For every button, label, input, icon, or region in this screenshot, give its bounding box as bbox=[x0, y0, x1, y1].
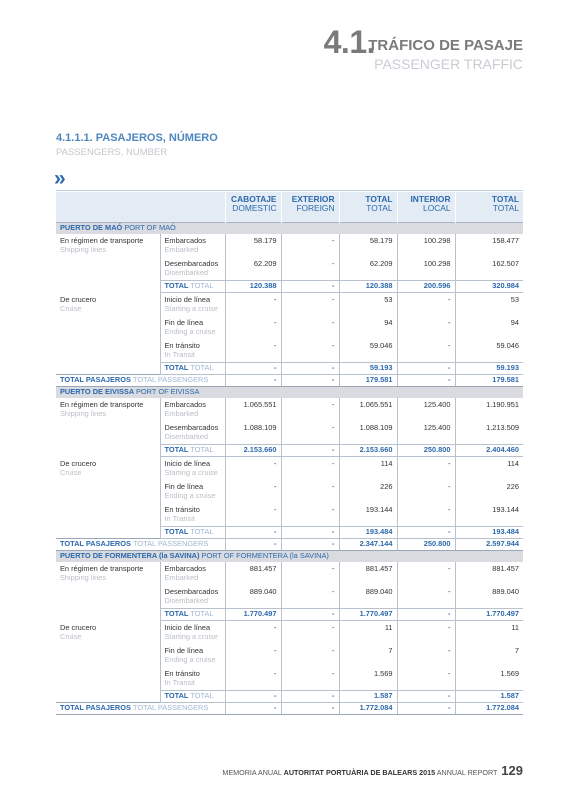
value-cell: 179.581 bbox=[455, 375, 523, 387]
column-header bbox=[455, 192, 523, 223]
value-cell: 59.046 bbox=[339, 339, 397, 363]
value-cell: - bbox=[397, 527, 455, 539]
row-label-en: Embarked bbox=[164, 573, 199, 582]
value-cell: 11 bbox=[339, 621, 397, 645]
row-label bbox=[160, 503, 225, 527]
subtotal-label-en: TOTAL bbox=[190, 609, 214, 618]
group-label bbox=[56, 457, 160, 539]
port-name bbox=[56, 551, 523, 563]
row-label-en: Embarked bbox=[164, 409, 199, 418]
group-label-es: En régimen de transporte bbox=[60, 564, 144, 573]
value-cell: 58.179 bbox=[225, 234, 281, 257]
value-cell: 2.597.944 bbox=[455, 539, 523, 551]
subtotal-label-es: TOTAL bbox=[164, 445, 189, 454]
value-cell: - bbox=[397, 363, 455, 375]
port-header-row bbox=[56, 551, 523, 563]
value-cell: 125.400 bbox=[397, 421, 455, 445]
table-row bbox=[56, 293, 523, 317]
value-cell: 158.477 bbox=[455, 234, 523, 257]
value-cell: - bbox=[397, 667, 455, 691]
value-cell: - bbox=[397, 691, 455, 703]
value-cell: - bbox=[281, 293, 339, 317]
value-cell: - bbox=[281, 621, 339, 645]
value-cell: 881.457 bbox=[455, 562, 523, 585]
value-cell: - bbox=[281, 691, 339, 703]
port-total-label-en: TOTAL PASSENGERS bbox=[132, 539, 209, 548]
value-cell: - bbox=[397, 457, 455, 481]
row-label-en: In Transit bbox=[164, 678, 195, 687]
value-cell: 2.347.144 bbox=[339, 539, 397, 551]
value-cell: 7 bbox=[455, 644, 523, 667]
row-label-es: Inicio de línea bbox=[164, 459, 211, 468]
subtotal-label-en: TOTAL bbox=[190, 445, 214, 454]
value-cell: - bbox=[397, 644, 455, 667]
column-header-en: FOREIGN bbox=[296, 203, 335, 213]
port-name-en: PORT OF FORMENTERA (la SAVINA) bbox=[201, 551, 329, 560]
row-label bbox=[160, 293, 225, 317]
value-cell: 889.040 bbox=[455, 585, 523, 609]
group-label-en: Shipping lines bbox=[60, 245, 107, 254]
subtotal-label bbox=[160, 281, 225, 293]
value-cell: 320.984 bbox=[455, 281, 523, 293]
value-cell: 889.040 bbox=[339, 585, 397, 609]
value-cell: 881.457 bbox=[225, 562, 281, 585]
value-cell: 1.088.109 bbox=[225, 421, 281, 445]
value-cell: - bbox=[225, 363, 281, 375]
column-header-blank bbox=[56, 192, 225, 223]
port-name bbox=[56, 387, 523, 399]
value-cell: 193.144 bbox=[339, 503, 397, 527]
group-label-es: De crucero bbox=[60, 458, 97, 468]
value-cell: - bbox=[225, 703, 281, 715]
value-cell: - bbox=[281, 457, 339, 481]
value-cell: 2.153.660 bbox=[339, 445, 397, 457]
value-cell: - bbox=[225, 339, 281, 363]
column-header-es: INTERIOR bbox=[410, 194, 451, 204]
value-cell: - bbox=[225, 457, 281, 481]
footer-prefix: MEMORIA ANUAL bbox=[222, 768, 282, 777]
value-cell: - bbox=[281, 398, 339, 421]
row-label-es: Desembarcados bbox=[164, 423, 219, 432]
row-label-en: Starting a cruise bbox=[164, 632, 218, 641]
row-label bbox=[160, 339, 225, 363]
value-cell: 1.569 bbox=[455, 667, 523, 691]
column-header-en: DOMESTIC bbox=[232, 203, 277, 213]
value-cell: - bbox=[281, 316, 339, 339]
port-total-label-es: TOTAL PASAJEROS bbox=[60, 703, 131, 712]
chapter-number: 4.1. bbox=[323, 24, 375, 60]
value-cell: 94 bbox=[339, 316, 397, 339]
value-cell: - bbox=[397, 562, 455, 585]
subtotal-label bbox=[160, 445, 225, 457]
row-label-es: Embarcados bbox=[164, 564, 206, 573]
value-cell: 11 bbox=[455, 621, 523, 645]
row-label-es: Desembarcados bbox=[164, 259, 219, 268]
value-cell: 58.179 bbox=[339, 234, 397, 257]
port-total-row bbox=[56, 703, 523, 715]
value-cell: 120.388 bbox=[339, 281, 397, 293]
value-cell: 2.153.660 bbox=[225, 445, 281, 457]
value-cell: - bbox=[225, 539, 281, 551]
group-label-es: De crucero bbox=[60, 622, 97, 632]
value-cell: 94 bbox=[455, 316, 523, 339]
value-cell: 53 bbox=[339, 293, 397, 317]
subtotal-label-en: TOTAL bbox=[190, 363, 214, 372]
value-cell: 226 bbox=[455, 480, 523, 503]
value-cell: - bbox=[225, 667, 281, 691]
value-cell: - bbox=[397, 293, 455, 317]
row-label-es: En tránsito bbox=[164, 669, 200, 678]
row-label-en: Ending a cruise bbox=[164, 327, 216, 336]
value-cell: 889.040 bbox=[225, 585, 281, 609]
row-label bbox=[160, 257, 225, 281]
value-cell: 250.800 bbox=[397, 445, 455, 457]
value-cell: 100.298 bbox=[397, 257, 455, 281]
value-cell: 1.065.551 bbox=[339, 398, 397, 421]
group-label bbox=[56, 562, 160, 621]
row-label-es: Desembarcados bbox=[164, 587, 219, 596]
value-cell: 7 bbox=[339, 644, 397, 667]
value-cell: - bbox=[225, 480, 281, 503]
value-cell: - bbox=[281, 539, 339, 551]
column-header-en: TOTAL bbox=[366, 203, 393, 213]
group-label-en: Shipping lines bbox=[60, 409, 107, 418]
group-label bbox=[56, 293, 160, 375]
port-name-es: PUERTO DE EIVISSA bbox=[60, 387, 134, 396]
column-header-es: CABOTAJE bbox=[231, 194, 277, 204]
value-cell: - bbox=[281, 644, 339, 667]
row-label-es: En tránsito bbox=[164, 505, 200, 514]
section-title: 4.1.1.1. PASAJEROS, NÚMERO bbox=[56, 132, 218, 144]
row-label bbox=[160, 234, 225, 257]
value-cell: 114 bbox=[339, 457, 397, 481]
port-total-label-en: TOTAL PASSENGERS bbox=[132, 375, 209, 384]
row-label-en: Ending a cruise bbox=[164, 491, 216, 500]
value-cell: 2.404.460 bbox=[455, 445, 523, 457]
row-label-es: Embarcados bbox=[164, 236, 206, 245]
row-label bbox=[160, 562, 225, 585]
column-header-es: EXTERIOR bbox=[291, 194, 335, 204]
value-cell: 120.388 bbox=[225, 281, 281, 293]
row-label-en: Embarked bbox=[164, 245, 199, 254]
port-name-en: PORT OF MAÓ bbox=[124, 223, 176, 232]
row-label bbox=[160, 421, 225, 445]
column-header-row bbox=[56, 192, 523, 223]
value-cell: 1.770.497 bbox=[225, 609, 281, 621]
table-row bbox=[56, 398, 523, 421]
chapter-subtitle: PASSENGER TRAFFIC bbox=[374, 56, 523, 72]
value-cell: 881.457 bbox=[339, 562, 397, 585]
port-name bbox=[56, 223, 523, 235]
value-cell: 1.065.551 bbox=[225, 398, 281, 421]
row-label bbox=[160, 398, 225, 421]
value-cell: 59.046 bbox=[455, 339, 523, 363]
subtotal-label bbox=[160, 609, 225, 621]
row-label-es: Fin de línea bbox=[164, 646, 204, 655]
double-chevron-icon: » bbox=[54, 167, 66, 190]
value-cell: 193.144 bbox=[455, 503, 523, 527]
value-cell: 100.298 bbox=[397, 234, 455, 257]
value-cell: - bbox=[281, 667, 339, 691]
row-label-es: Inicio de línea bbox=[164, 623, 211, 632]
group-label-en: Shipping lines bbox=[60, 573, 107, 582]
row-label bbox=[160, 644, 225, 667]
value-cell: 162.507 bbox=[455, 257, 523, 281]
value-cell: - bbox=[281, 503, 339, 527]
column-header bbox=[281, 192, 339, 223]
value-cell: - bbox=[225, 503, 281, 527]
row-label bbox=[160, 621, 225, 645]
row-label bbox=[160, 480, 225, 503]
column-header-es: TOTAL bbox=[365, 194, 393, 204]
value-cell: 1.569 bbox=[339, 667, 397, 691]
group-label bbox=[56, 398, 160, 457]
table-row bbox=[56, 457, 523, 481]
row-label bbox=[160, 585, 225, 609]
column-header bbox=[225, 192, 281, 223]
value-cell: - bbox=[281, 609, 339, 621]
row-label bbox=[160, 457, 225, 481]
value-cell: - bbox=[225, 293, 281, 317]
port-total-row bbox=[56, 375, 523, 387]
group-label-es: En régimen de transporte bbox=[60, 236, 144, 245]
value-cell: 1.587 bbox=[339, 691, 397, 703]
footer-org: AUTORITAT PORTUÀRIA DE BALEARS 2015 bbox=[283, 768, 436, 777]
value-cell: 125.400 bbox=[397, 398, 455, 421]
row-label-en: In Transit bbox=[164, 514, 195, 523]
value-cell: 114 bbox=[455, 457, 523, 481]
group-label-en: Cruise bbox=[60, 631, 82, 641]
value-cell: 1.772.084 bbox=[339, 703, 397, 715]
value-cell: - bbox=[225, 621, 281, 645]
row-label-es: Embarcados bbox=[164, 400, 206, 409]
value-cell: 226 bbox=[339, 480, 397, 503]
value-cell: 200.596 bbox=[397, 281, 455, 293]
subtotal-label-en: TOTAL bbox=[190, 691, 214, 700]
value-cell: - bbox=[281, 585, 339, 609]
value-cell: 193.484 bbox=[339, 527, 397, 539]
row-label-es: Fin de línea bbox=[164, 482, 204, 491]
group-label bbox=[56, 621, 160, 703]
group-label-en: Cruise bbox=[60, 467, 82, 477]
row-label-en: Disembarked bbox=[164, 268, 209, 277]
port-total-label-es: TOTAL PASAJEROS bbox=[60, 375, 131, 384]
row-label-en: Starting a cruise bbox=[164, 468, 218, 477]
subtotal-label-es: TOTAL bbox=[164, 691, 189, 700]
row-label-en: Ending a cruise bbox=[164, 655, 216, 664]
group-label bbox=[56, 234, 160, 293]
row-label-en: Disembarked bbox=[164, 596, 209, 605]
value-cell: - bbox=[225, 375, 281, 387]
subtotal-label-es: TOTAL bbox=[164, 527, 189, 536]
value-cell: 1.088.109 bbox=[339, 421, 397, 445]
value-cell: - bbox=[397, 339, 455, 363]
row-label-en: Starting a cruise bbox=[164, 304, 218, 313]
value-cell: - bbox=[397, 585, 455, 609]
port-header-row bbox=[56, 387, 523, 399]
value-cell: - bbox=[225, 316, 281, 339]
value-cell: - bbox=[397, 316, 455, 339]
subtotal-label-es: TOTAL bbox=[164, 609, 189, 618]
row-label-en: Disembarked bbox=[164, 432, 209, 441]
subtotal-label-es: TOTAL bbox=[164, 363, 189, 372]
row-label-es: Fin de línea bbox=[164, 318, 204, 327]
value-cell: - bbox=[281, 562, 339, 585]
subtotal-label bbox=[160, 363, 225, 375]
column-header-en: LOCAL bbox=[423, 203, 451, 213]
subtotal-label-en: TOTAL bbox=[190, 527, 214, 536]
row-label bbox=[160, 316, 225, 339]
column-header-es: TOTAL bbox=[491, 194, 519, 204]
chapter-title: TRÁFICO DE PASAJE bbox=[368, 37, 523, 54]
value-cell: 1.190.951 bbox=[455, 398, 523, 421]
port-total-row bbox=[56, 539, 523, 551]
value-cell: - bbox=[281, 480, 339, 503]
value-cell: - bbox=[281, 363, 339, 375]
value-cell: - bbox=[281, 445, 339, 457]
value-cell: - bbox=[397, 609, 455, 621]
value-cell: - bbox=[397, 480, 455, 503]
value-cell: 1.770.497 bbox=[455, 609, 523, 621]
value-cell: - bbox=[281, 421, 339, 445]
value-cell: - bbox=[281, 339, 339, 363]
port-header-row bbox=[56, 223, 523, 235]
subtotal-label-en: TOTAL bbox=[190, 281, 214, 290]
subtotal-label bbox=[160, 527, 225, 539]
value-cell: - bbox=[397, 703, 455, 715]
subtotal-label-es: TOTAL bbox=[164, 281, 189, 290]
page-number: 129 bbox=[501, 763, 523, 778]
port-total-label bbox=[56, 375, 225, 387]
value-cell: - bbox=[225, 527, 281, 539]
table-top-rule bbox=[56, 190, 523, 191]
value-cell: 1.587 bbox=[455, 691, 523, 703]
value-cell: 179.581 bbox=[339, 375, 397, 387]
port-total-label-es: TOTAL PASAJEROS bbox=[60, 539, 131, 548]
footer-suffix: ANNUAL REPORT bbox=[436, 768, 498, 777]
table-row bbox=[56, 621, 523, 645]
value-cell: - bbox=[281, 703, 339, 715]
value-cell: - bbox=[281, 234, 339, 257]
port-total-label bbox=[56, 539, 225, 551]
value-cell: - bbox=[397, 375, 455, 387]
port-name-en: PORT OF EIVISSA bbox=[136, 387, 200, 396]
value-cell: - bbox=[225, 691, 281, 703]
port-total-label-en: TOTAL PASSENGERS bbox=[132, 703, 209, 712]
page-footer bbox=[222, 763, 523, 778]
value-cell: 250.800 bbox=[397, 539, 455, 551]
value-cell: - bbox=[225, 644, 281, 667]
value-cell: 62.209 bbox=[339, 257, 397, 281]
value-cell: - bbox=[397, 503, 455, 527]
value-cell: 62.209 bbox=[225, 257, 281, 281]
value-cell: 1.213.509 bbox=[455, 421, 523, 445]
passenger-table bbox=[56, 192, 523, 715]
value-cell: 193.484 bbox=[455, 527, 523, 539]
port-name-es: PUERTO DE FORMENTERA (la SAVINA) bbox=[60, 551, 200, 560]
value-cell: - bbox=[281, 257, 339, 281]
column-header-en: TOTAL bbox=[492, 203, 519, 213]
row-label-en: In Transit bbox=[164, 350, 195, 359]
value-cell: 53 bbox=[455, 293, 523, 317]
port-total-label bbox=[56, 703, 225, 715]
table-row bbox=[56, 234, 523, 257]
group-label-es: En régimen de transporte bbox=[60, 400, 144, 409]
value-cell: 1.772.084 bbox=[455, 703, 523, 715]
group-label-es: De crucero bbox=[60, 294, 97, 304]
value-cell: - bbox=[281, 281, 339, 293]
port-name-es: PUERTO DE MAÓ bbox=[60, 223, 123, 232]
row-label-es: Inicio de línea bbox=[164, 295, 211, 304]
subtotal-label bbox=[160, 691, 225, 703]
value-cell: - bbox=[281, 375, 339, 387]
column-header bbox=[339, 192, 397, 223]
row-label-es: En tránsito bbox=[164, 341, 200, 350]
value-cell: 59.193 bbox=[455, 363, 523, 375]
value-cell: - bbox=[397, 621, 455, 645]
value-cell: - bbox=[281, 527, 339, 539]
section-subtitle: PASSENGERS, NUMBER bbox=[56, 147, 168, 158]
group-label-en: Cruise bbox=[60, 303, 82, 313]
value-cell: 1.770.497 bbox=[339, 609, 397, 621]
value-cell: 59.193 bbox=[339, 363, 397, 375]
row-label bbox=[160, 667, 225, 691]
column-header bbox=[397, 192, 455, 223]
table-row bbox=[56, 562, 523, 585]
